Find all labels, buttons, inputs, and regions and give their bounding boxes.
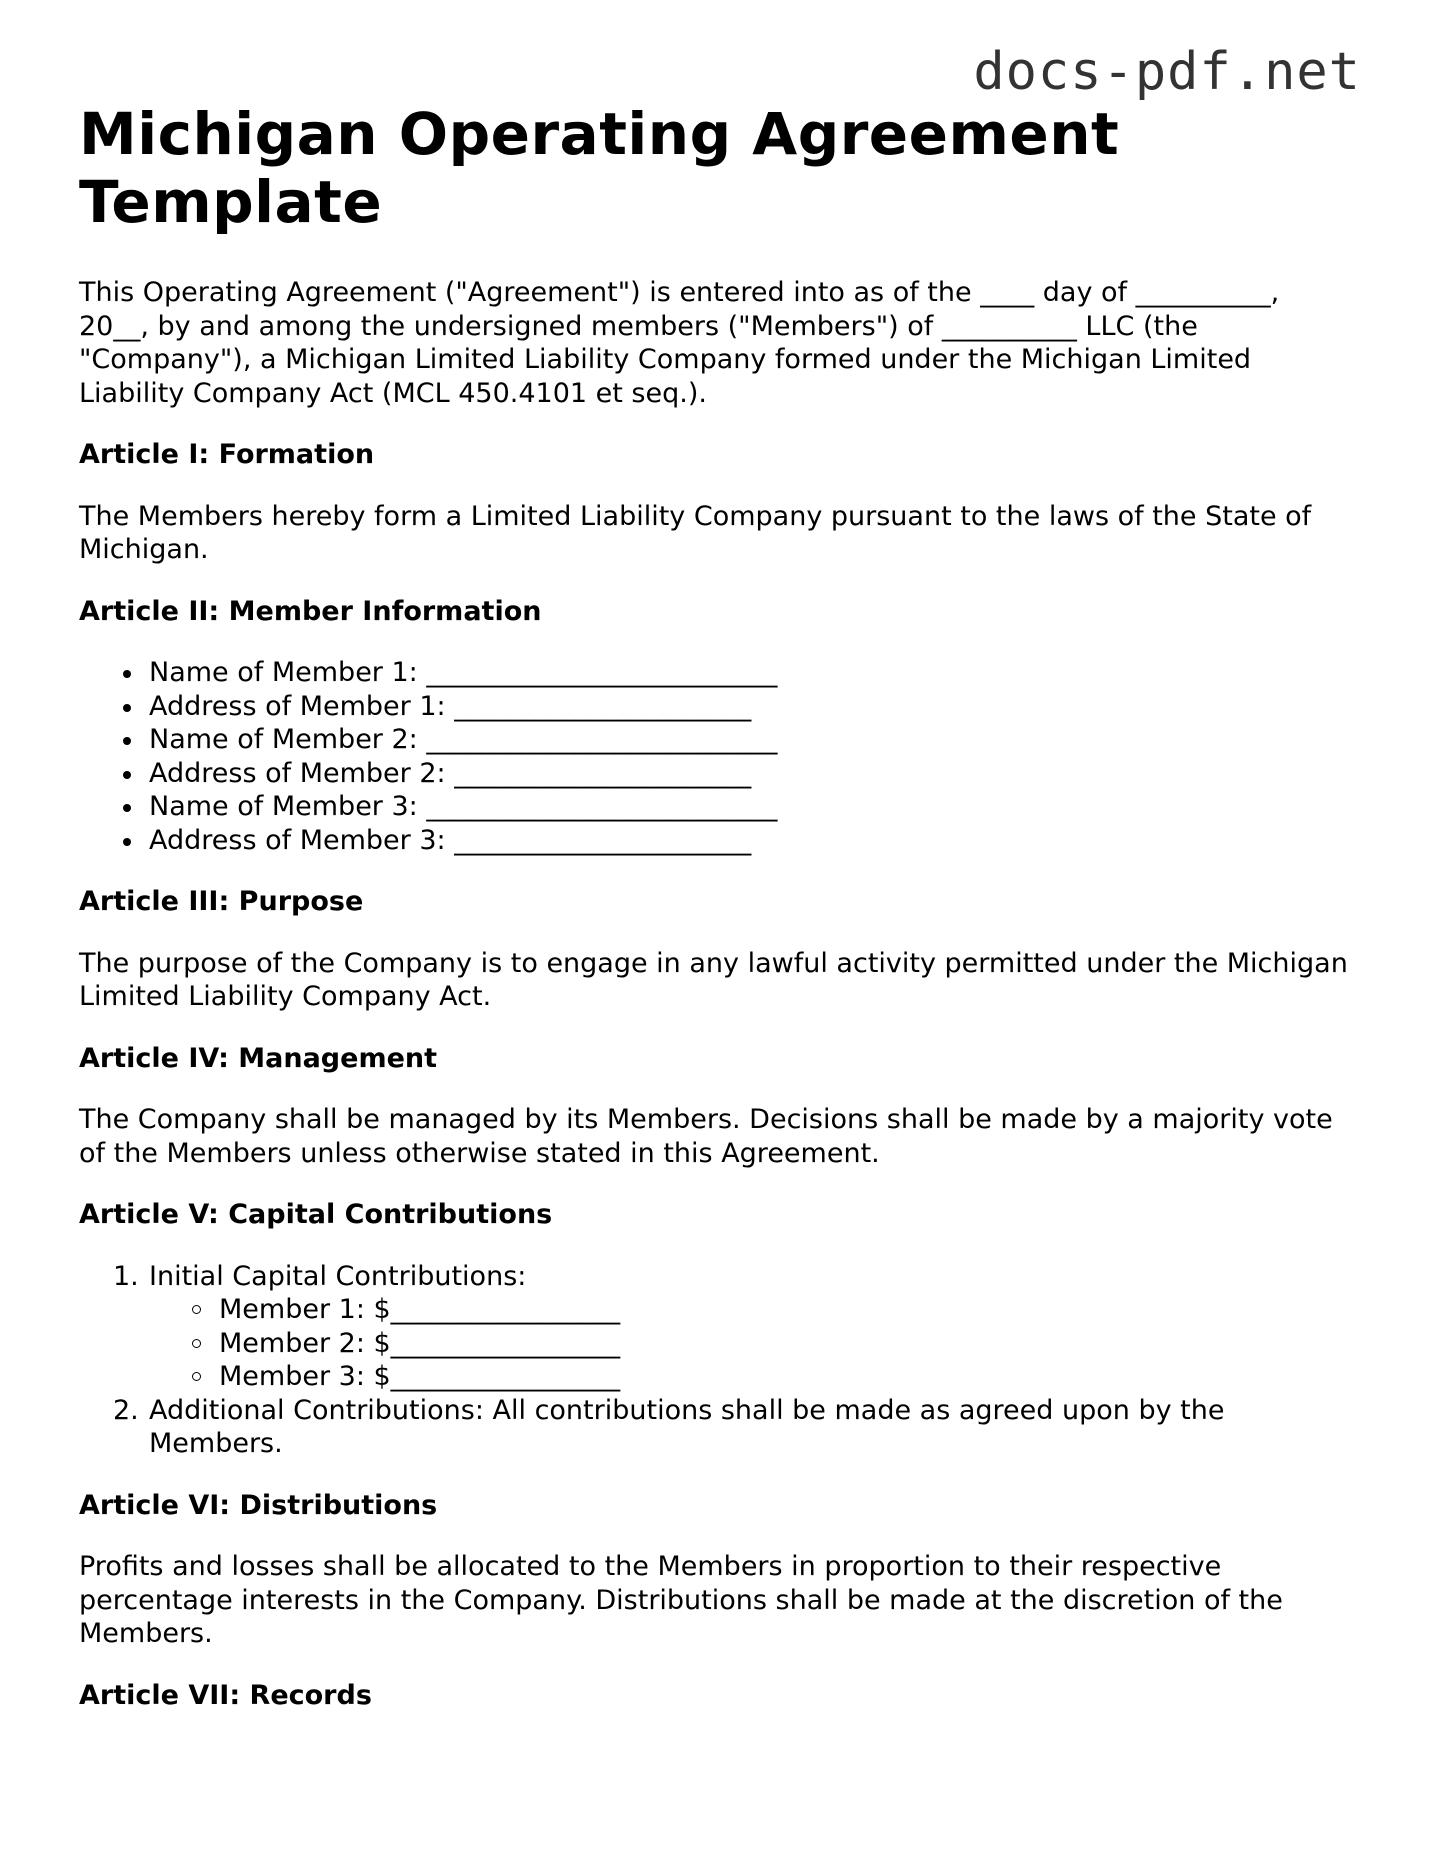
member-list-item: Address of Member 3: ______________________ [149,824,1349,858]
article-management-body: The Company shall be managed by its Members. Decisions shall be made by a majority vote of the Members unless otherwise stated in this Agreement. [79,1104,1333,1169]
capital-sub-item: Member 3: $_________________ [219,1360,1349,1394]
article-management-heading: Article IV: Management [79,1042,438,1074]
capital-item-text: Additional Contributions: All contributions shall be made as agreed upon by the Members. [149,1394,1225,1459]
article-capital-heading: Article V: Capital Contributions [79,1199,553,1230]
article-purpose-heading: Article III: Purpose [79,886,364,917]
article-distributions-body: Profits and losses shall be allocated to the Members in proportion to their respective percentage interests in the Company. Distributions shall be made at the discretion of the Members. [79,1551,1283,1649]
article-records-heading: Article VII: Records [79,1679,372,1711]
article-distributions-heading: Article VI: Distributions [79,1489,438,1521]
intro-paragraph: This Operating Agreement ("Agreement") is entered into as of the ____ day of __________, 20__, by and among the undersigned members ("Members") of __________ LLC (the "Company"), a Michigan Limited Liability Company formed under the Michigan Limited Liability Company Act (MCL 450.4101 et seq.). [79,277,1280,409]
capital-sub-list [149,1293,1349,1394]
member-list-item: Name of Member 1: __________________________ [149,656,1349,690]
article-members-heading: Article II: Member Information [79,595,542,627]
list-number: 2. [113,1394,139,1426]
document-title: Michigan Operating Agreement Template [79,100,1120,236]
document-page [79,100,1349,1740]
member-list-item: Name of Member 2: __________________________ [149,723,1349,757]
capital-list-item [113,1260,1349,1394]
article-formation-body: The Members hereby form a Limited Liability Company pursuant to the laws of the State of Michigan. [79,500,1312,565]
article-purpose-body: The purpose of the Company is to engage in any lawful activity permitted under the Michigan Limited Liability Company Act. [79,947,1348,1012]
member-list [79,656,1349,857]
capital-sub-item: Member 1: $_________________ [219,1293,1349,1327]
member-list-item: Address of Member 2: ______________________ [149,757,1349,791]
member-list-item: Address of Member 1: ______________________ [149,690,1349,724]
list-number: 1. [113,1260,139,1292]
article-formation-heading: Article I: Formation [79,439,375,470]
capital-sub-item: Member 2: $_________________ [219,1327,1349,1361]
capital-list-item [113,1394,1349,1461]
member-list-item: Name of Member 3: __________________________ [149,790,1349,824]
capital-list [79,1260,1349,1461]
capital-item-text: Initial Capital Contributions: [149,1260,527,1292]
watermark: docs-pdf.net [973,42,1361,102]
